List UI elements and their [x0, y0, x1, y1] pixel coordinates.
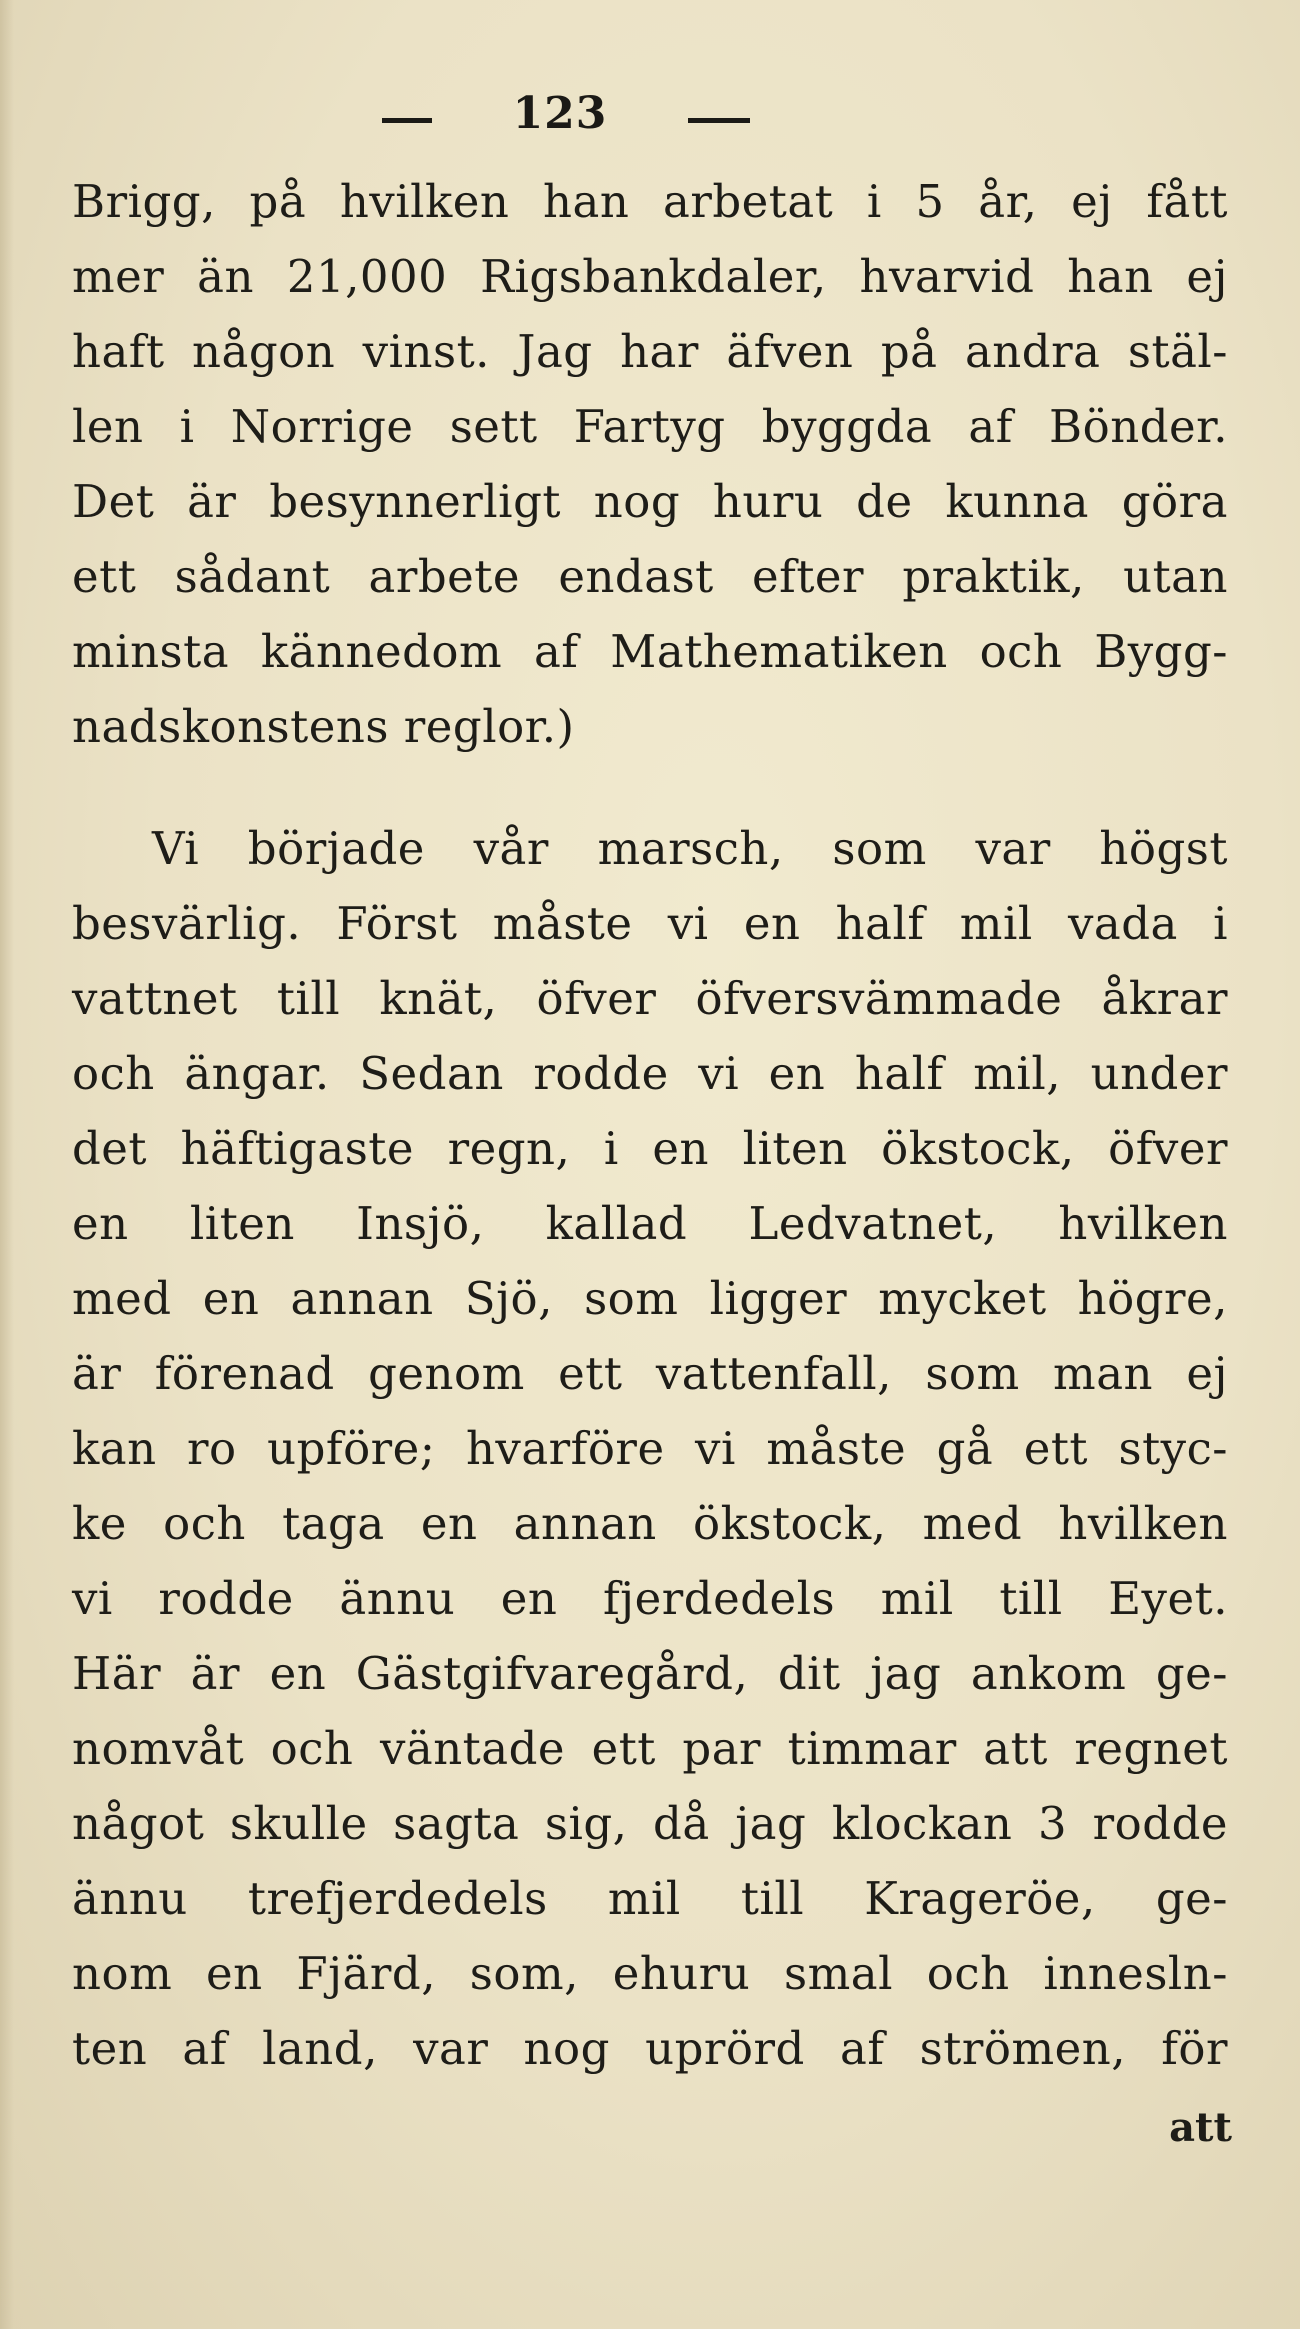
text-line: något skulle sagta sig, då jag klockan 3 rodde: [72, 1797, 1228, 1850]
text-line: nomvåt och väntade ett par timmar att regnet: [72, 1722, 1228, 1775]
text-line: mer än 21,000 Rigsbankdaler, hvarvid han ej: [72, 250, 1228, 303]
text-line: minsta kännedom af Mathematiken och Bygg-: [72, 625, 1228, 678]
page-number: 123: [512, 88, 608, 139]
text-line: vattnet till knät, öfver öfversvämmade åkrar: [72, 972, 1228, 1025]
text-line: Det är besynnerligt nog huru de kunna göra: [72, 475, 1228, 528]
text-line: Brigg, på hvilken han arbetat i 5 år, ej fått: [72, 175, 1228, 228]
text-line: besvärlig. Först måste vi en half mil vada i: [72, 897, 1228, 950]
text-line: kan ro upföre; hvarföre vi måste gå ett styc-: [72, 1422, 1228, 1475]
text-line: haft någon vinst. Jag har äfven på andra stäl-: [72, 325, 1228, 378]
text-line: len i Norrige sett Fartyg byggda af Bönder.: [72, 400, 1228, 453]
text-line: nom en Fjärd, som, ehuru smal och innesln-: [72, 1947, 1228, 2000]
text-line: och ängar. Sedan rodde vi en half mil, under: [72, 1047, 1228, 1100]
text-line: med en annan Sjö, som ligger mycket högre,: [72, 1272, 1228, 1325]
text-line: det häftigaste regn, i en liten ökstock, öfver: [72, 1122, 1228, 1175]
text-line: ett sådant arbete endast efter praktik, utan: [72, 550, 1228, 603]
text-line: en liten Insjö, kallad Ledvatnet, hvilken: [72, 1197, 1228, 1250]
text-line: ke och taga en annan ökstock, med hvilken: [72, 1497, 1228, 1550]
text-line: ten af land, var nog uprörd af strömen, för: [72, 2022, 1228, 2075]
text-line: nadskonstens reglor.): [72, 700, 575, 753]
catchword: att: [1169, 2104, 1232, 2151]
text-line: vi rodde ännu en fjerdedels mil till Eyet.: [72, 1572, 1228, 1625]
text-line: Här är en Gästgifvaregård, dit jag ankom ge-: [72, 1647, 1228, 1700]
text-line: ännu trefjerdedels mil till Krageröe, ge-: [72, 1872, 1228, 1925]
text-line: Vi började vår marsch, som var högst: [152, 822, 1228, 875]
text-line: är förenad genom ett vattenfall, som man ej: [72, 1347, 1228, 1400]
